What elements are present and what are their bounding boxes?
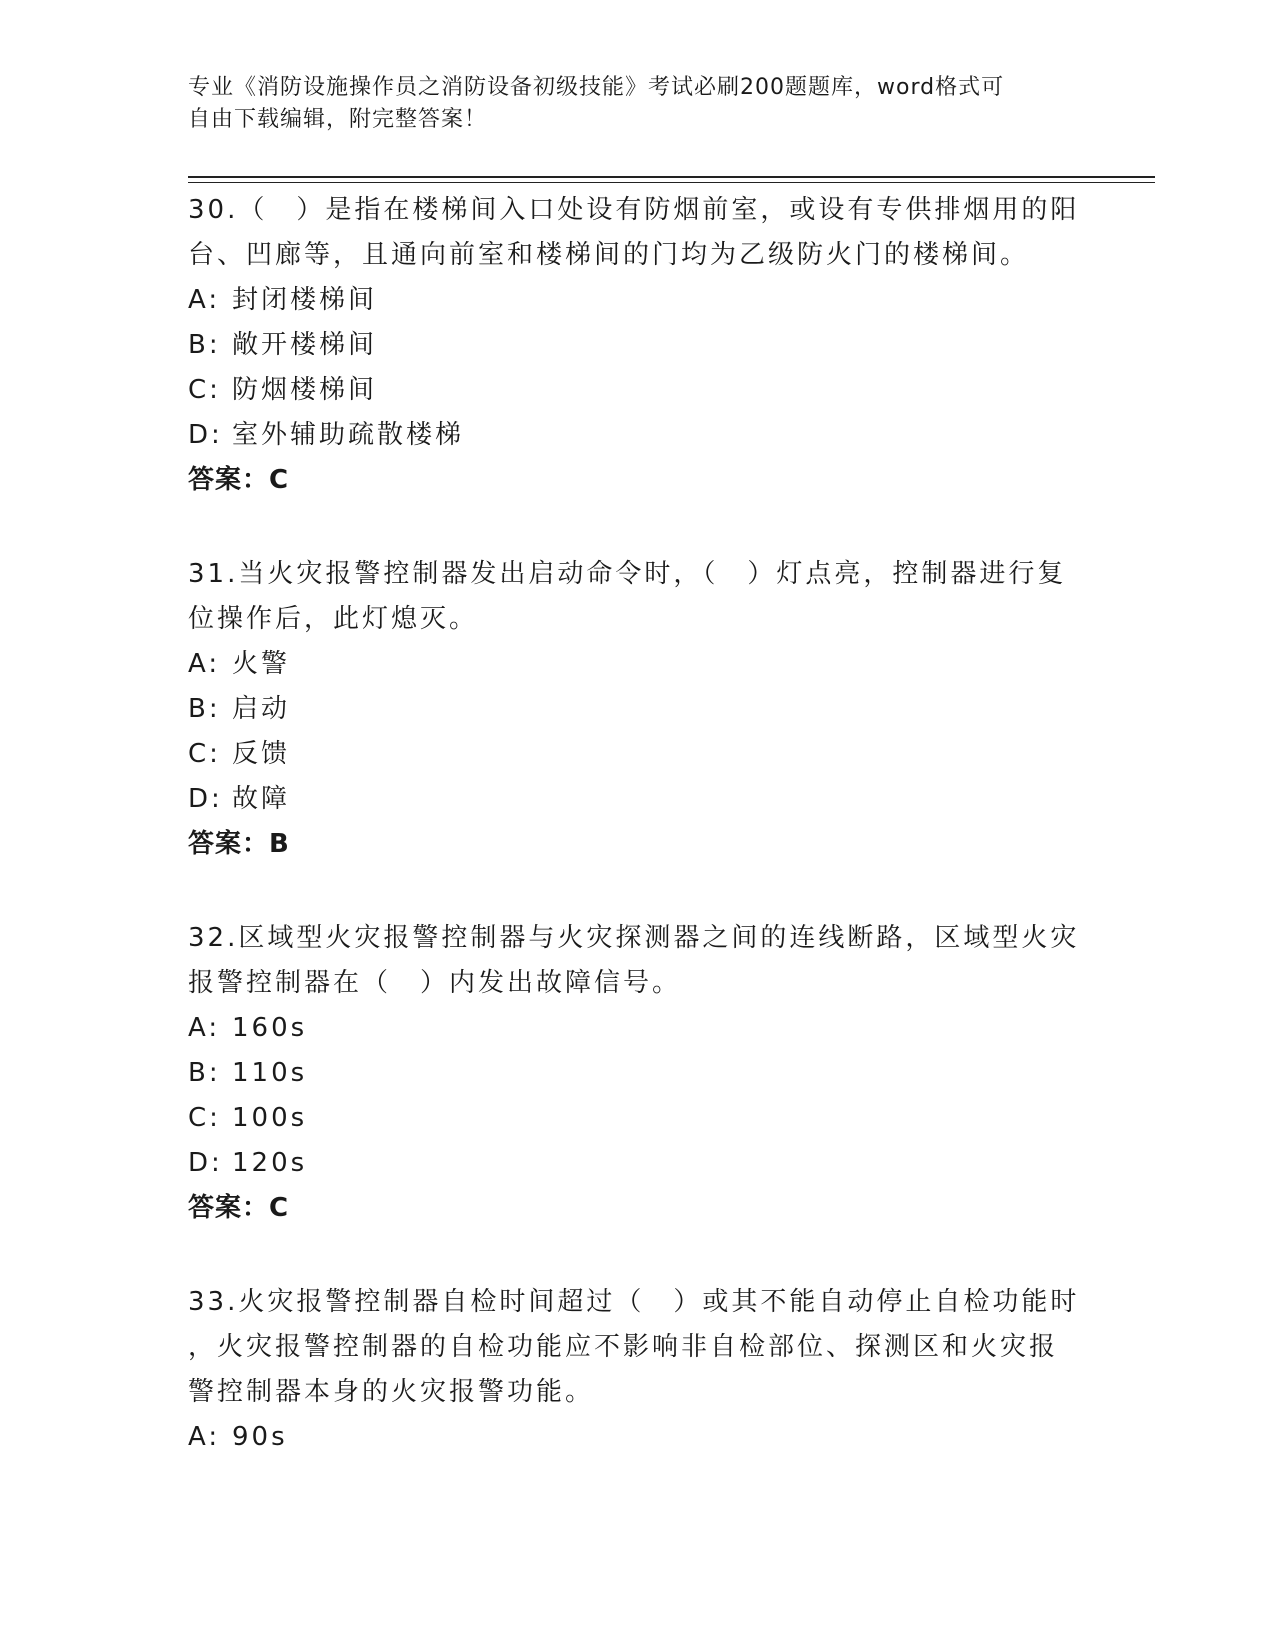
option-key: C: [188, 739, 221, 769]
option-text: 110s [232, 1058, 308, 1088]
question-stem-line: 警控制器本身的火灾报警功能。 [188, 1377, 595, 1407]
header-line-1: 专业《消防设施操作员之消防设备初级技能》考试必刷200题题库，word格式可 [188, 75, 1005, 100]
option-text: 防烟楼梯间 [232, 375, 378, 405]
option-c [188, 368, 1088, 413]
option-text: 反馈 [232, 739, 291, 769]
header-divider-thick [188, 176, 1155, 178]
option-text: 160s [232, 1013, 308, 1043]
option-c [188, 1096, 1088, 1141]
option-a [188, 278, 1088, 323]
option-a [188, 1006, 1088, 1051]
option-text: 120s [232, 1148, 308, 1178]
question-30 [188, 188, 1088, 503]
answer-line: 答案：B [188, 829, 290, 859]
option-text: 室外辅助疏散楼梯 [232, 420, 465, 450]
option-key: A: [188, 649, 221, 679]
option-d [188, 777, 1088, 822]
question-stem-line: 位操作后，此灯熄灭。 [188, 604, 479, 634]
option-a [188, 1415, 1088, 1460]
option-key: C: [188, 375, 221, 405]
option-key: B: [188, 1058, 221, 1088]
answer-line: 答案：C [188, 465, 290, 495]
option-a [188, 642, 1088, 687]
header-divider-thin [188, 182, 1155, 183]
option-b [188, 1051, 1088, 1096]
option-text: 启动 [232, 694, 291, 724]
option-key: D: [188, 784, 223, 814]
option-b [188, 687, 1088, 732]
option-key: D: [188, 1148, 223, 1178]
question-stem-line: 31.当火灾报警控制器发出启动命令时，（ ）灯点亮，控制器进行复 [188, 559, 1067, 589]
question-31 [188, 552, 1088, 867]
option-text: 敞开楼梯间 [232, 330, 378, 360]
option-text: 故障 [232, 784, 291, 814]
option-text: 90s [232, 1422, 288, 1452]
question-stem-line: 报警控制器在（ ）内发出故障信号。 [188, 968, 682, 998]
option-key: B: [188, 330, 221, 360]
answer-line: 答案：C [188, 1193, 290, 1223]
option-c [188, 732, 1088, 777]
option-key: C: [188, 1103, 221, 1133]
document-header [188, 72, 1068, 136]
question-stem-line: 台、凹廊等，且通向前室和楼梯间的门均为乙级防火门的楼梯间。 [188, 240, 1030, 270]
question-stem-line: 32.区域型火灾报警控制器与火灾探测器之间的连线断路，区域型火灾 [188, 923, 1080, 953]
header-line-2: 自由下载编辑，附完整答案！ [188, 107, 488, 132]
question-stem-line: 33.火灾报警控制器自检时间超过（ ）或其不能自动停止自检功能时 [188, 1287, 1080, 1317]
option-key: D: [188, 420, 223, 450]
option-text: 封闭楼梯间 [232, 285, 378, 315]
question-stem-line: 30.（ ）是指在楼梯间入口处设有防烟前室，或设有专供排烟用的阳 [188, 195, 1080, 225]
option-b [188, 323, 1088, 368]
question-33 [188, 1280, 1088, 1460]
option-d [188, 1141, 1088, 1186]
question-stem-line: ，火灾报警控制器的自检功能应不影响非自检部位、探测区和火灾报 [188, 1332, 1059, 1362]
option-key: A: [188, 1013, 221, 1043]
option-text: 火警 [232, 649, 291, 679]
option-key: A: [188, 285, 221, 315]
option-d [188, 413, 1088, 458]
question-32 [188, 916, 1088, 1231]
option-key: B: [188, 694, 221, 724]
option-key: A: [188, 1422, 221, 1452]
option-text: 100s [232, 1103, 308, 1133]
